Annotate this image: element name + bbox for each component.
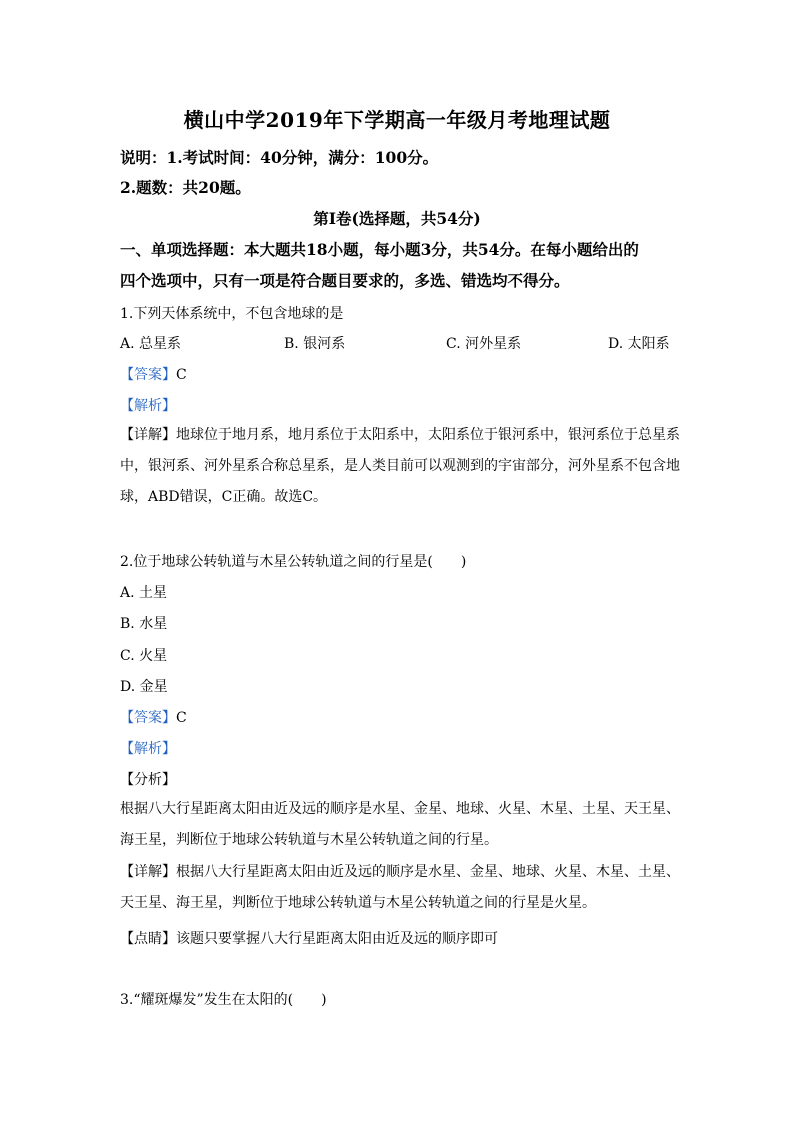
question-3-stem: 3.“耀斑爆发”发生在太阳的( ): [120, 992, 327, 1008]
answer-label: 【答案】: [120, 710, 176, 726]
q2-option-b: B. 水星: [120, 616, 168, 632]
analysis-label: 【解析】: [120, 398, 176, 414]
q2-option-a: A. 土星: [120, 585, 168, 601]
exam-info-count: 2.题数：共20题。: [120, 178, 251, 197]
section-instruction-2: 四个选项中，只有一项是符合题目要求的，多选、错选均不得分。: [120, 271, 570, 290]
q1-option-a: A. 总星系: [120, 336, 182, 352]
q2-analysis: [120, 738, 176, 758]
q1-answer: [120, 364, 187, 384]
comment-text: 该题只要掌握八大行星距离太阳由近及远的顺序即可: [176, 931, 498, 947]
q2-detail: [120, 857, 680, 919]
q1-option-d: D. 太阳系: [608, 336, 670, 352]
q2-detail-line-2: 天王星、海王星，判断位于地球公转轨道与木星公转轨道之间的行星是火星。: [120, 895, 596, 911]
answer-label: 【答案】: [120, 367, 176, 383]
q2-comment: [120, 928, 498, 948]
q1-detail-line-3: 球，ABD错误，C正确。故选C。: [120, 489, 328, 505]
q1-detail: [120, 420, 680, 513]
question-1-stem: 1.下列天体系统中，不包含地球的是: [120, 306, 344, 322]
q1-option-c: C. 河外星系: [446, 336, 522, 352]
q2-fenxi-label: 【分析】: [120, 772, 176, 788]
detail-label: 【详解】: [120, 427, 176, 443]
section-heading: 第Ⅰ卷(选择题，共54分): [313, 209, 481, 228]
q2-detail-line-1: 【详解】根据八大行星距离太阳由近及远的顺序是水星、金星、地球、火星、木星、土星、: [120, 864, 680, 880]
q1-option-b: B. 银河系: [284, 336, 346, 352]
exam-info-time: 说明：1.考试时间：40分钟，满分：100分。: [120, 148, 439, 167]
q1-analysis: [120, 395, 176, 415]
q2-option-c: C. 火星: [120, 648, 168, 664]
q2-answer: [120, 707, 187, 727]
answer-value: C: [176, 710, 187, 726]
q2-fenxi-line-1: 根据八大行星距离太阳由近及远的顺序是水星、金星、地球、火星、木星、土星、天王星、: [120, 801, 680, 817]
detail-label: 【详解】: [120, 864, 176, 880]
q2-option-d: D. 金星: [120, 679, 168, 695]
answer-value: C: [176, 367, 187, 383]
q2-fenxi-line-2: 海王星，判断位于地球公转轨道与木星公转轨道之间的行星。: [120, 832, 498, 848]
page-title: 横山中学2019年下学期高一年级月考地理试题: [183, 108, 611, 132]
section-instruction-1: 一、单项选择题：本大题共18小题，每小题3分，共54分。在每小题给出的: [120, 240, 639, 259]
comment-label: 【点睛】: [120, 931, 176, 947]
q1-detail-line-1: 【详解】地球位于地月系，地月系位于太阳系中，太阳系位于银河系中，银河系位于总星系: [120, 427, 680, 443]
q1-detail-line-2: 中，银河系、河外星系合称总星系，是人类目前可以观测到的宇宙部分，河外星系不包含地: [120, 458, 680, 474]
question-2-stem: 2.位于地球公转轨道与木星公转轨道之间的行星是( ): [120, 554, 467, 570]
analysis-label: 【解析】: [120, 741, 176, 757]
q2-fenxi: [120, 794, 680, 856]
